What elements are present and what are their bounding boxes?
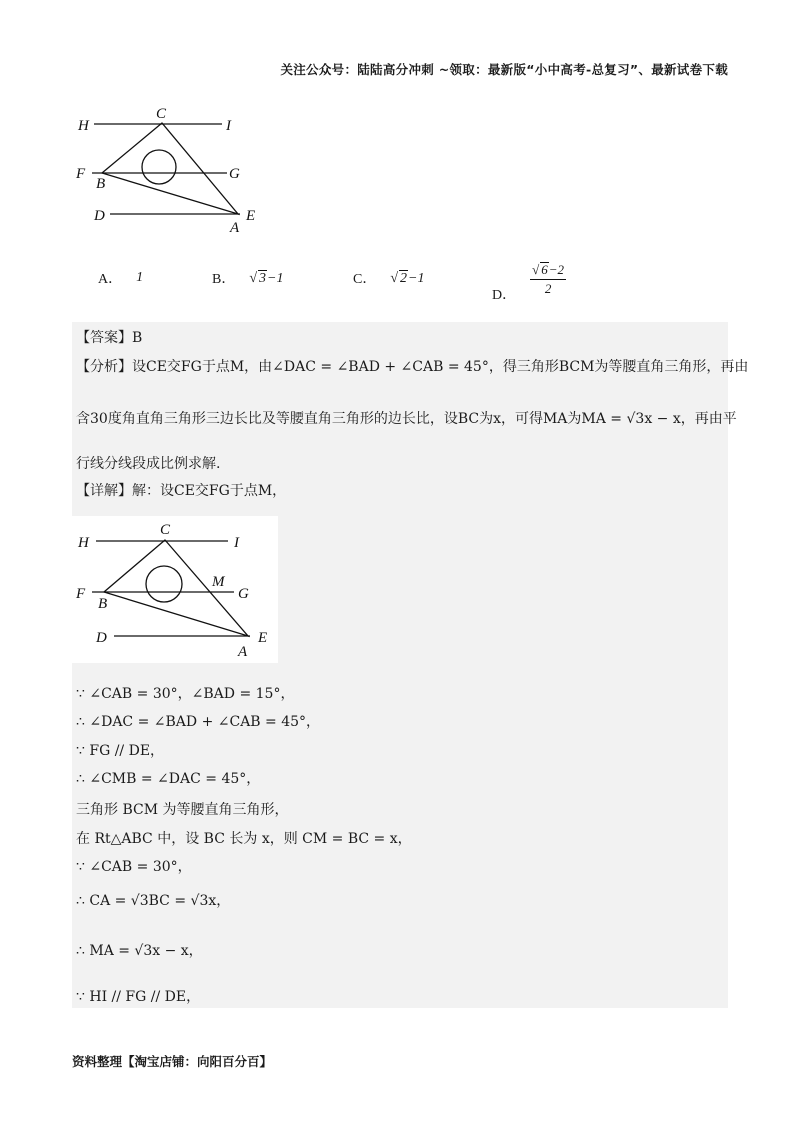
answer-line	[76, 327, 142, 347]
label-E: E	[258, 630, 268, 646]
step-9: ∴ MA = √3x − x，	[76, 943, 203, 959]
step-10: ∵ HI // FG // DE，	[76, 989, 201, 1005]
label-A: A	[230, 220, 240, 234]
step-3: ∵ FG // DE，	[76, 743, 165, 759]
option-b: B． √ 3−1	[212, 270, 284, 287]
step-1: ∵ ∠CAB = 30°，∠BAD = 15°，	[76, 686, 295, 702]
step-8: ∴ CA = √3BC = √3x，	[76, 893, 231, 909]
step-4: ∴ ∠CMB = ∠DAC = 45°，	[76, 771, 261, 787]
analysis-line-3: 行线分线段成比例求解.	[76, 456, 221, 472]
label-I: I	[226, 118, 231, 134]
label-G: G	[229, 166, 240, 182]
label-G: G	[238, 586, 249, 602]
step-6: 在 Rt△ABC 中，设 BC 长为 x，则 CM = BC = x，	[76, 831, 412, 847]
option-a: A． 1	[98, 270, 144, 287]
label-D: D	[94, 208, 105, 224]
label-H: H	[78, 535, 89, 551]
geometry-figure-1	[72, 104, 272, 234]
label-H: H	[78, 118, 89, 134]
detail-label: 【详解】解：设CE交FG于点M，	[76, 483, 287, 499]
label-B: B	[98, 596, 108, 612]
analysis-line-2: 含30度角直角三角形三边长比及等腰直角三角形的边长比，设BC为x，可得MA为MA = √3x − x，再由平	[76, 411, 737, 427]
geometry-figure-2	[72, 516, 278, 663]
answer-value: B	[132, 330, 143, 346]
label-C: C	[160, 522, 171, 538]
option-d: D． $\frac{√ 6-2}{2}$	[492, 261, 565, 303]
label-I: I	[234, 535, 239, 551]
footer-note: 资料整理【淘宝店铺：向阳百分百】	[72, 1054, 273, 1069]
step-2: ∴ ∠DAC = ∠BAD + ∠CAB = 45°，	[76, 714, 321, 730]
label-D: D	[96, 630, 107, 646]
label-E: E	[246, 208, 256, 224]
option-c: C． √ 2−1	[353, 270, 425, 287]
label-C: C	[156, 106, 167, 122]
header-note: 关注公众号：陆陆高分冲刺 ~领取：最新版“小中高考-总复习”、最新试卷下载	[280, 62, 728, 77]
step-7: ∵ ∠CAB = 30°，	[76, 859, 192, 875]
analysis-line-1: 【分析】设CE交FG于点M，由∠DAC = ∠BAD + ∠CAB = 45°，得三角形BCM为等腰直角三角形，再由	[76, 359, 749, 375]
step-5: 三角形 BCM 为等腰直角三角形，	[76, 802, 289, 818]
label-M: M	[212, 574, 225, 590]
label-F: F	[76, 166, 86, 182]
label-F: F	[76, 586, 86, 602]
answer-label: 【答案】	[76, 330, 132, 346]
label-A: A	[238, 644, 248, 660]
label-B: B	[96, 176, 106, 192]
